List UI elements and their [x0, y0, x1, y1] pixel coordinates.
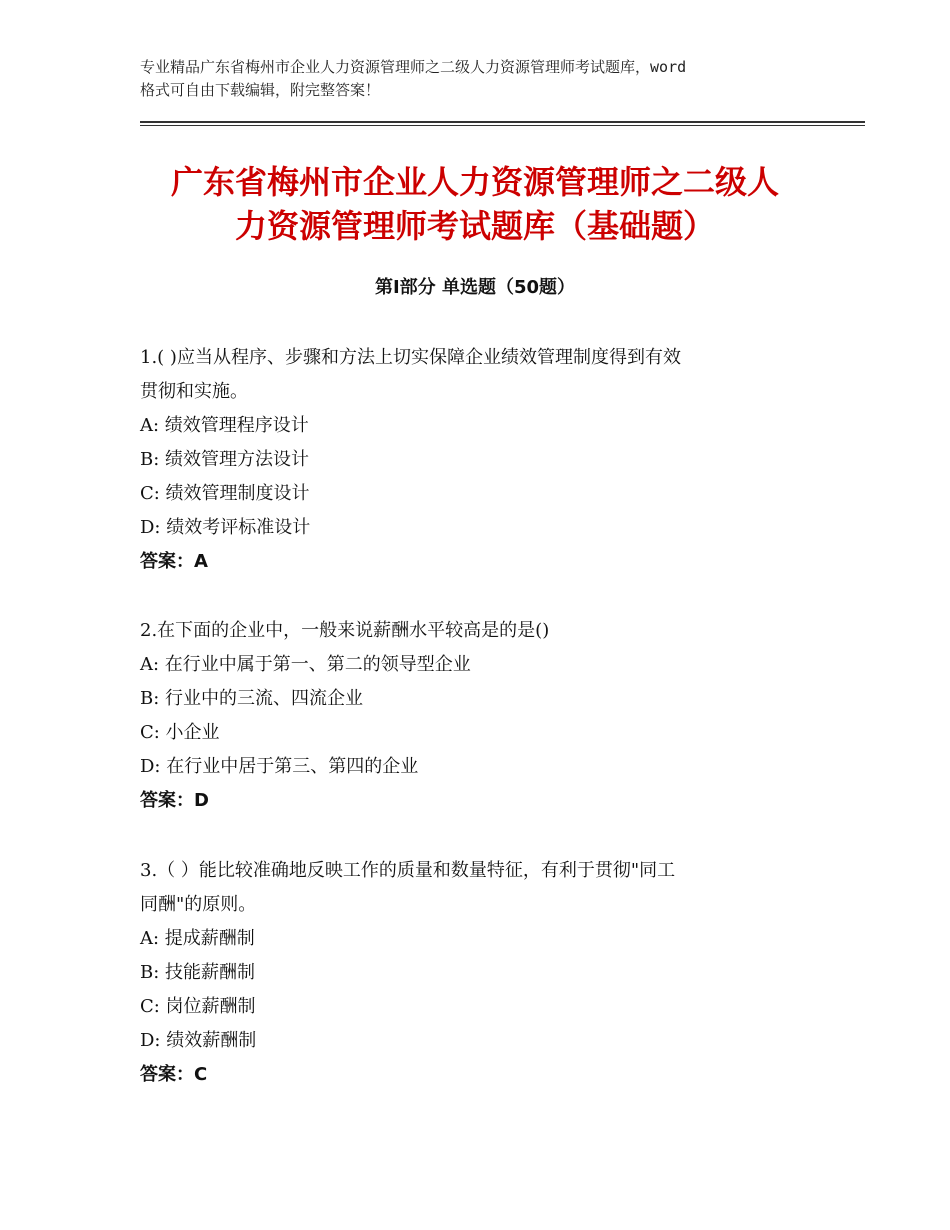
question-text: [140, 341, 820, 409]
header-divider-thick: [140, 121, 865, 123]
section-heading: 第Ⅰ部分 单选题（50题）: [374, 277, 575, 298]
question-2: [140, 614, 820, 818]
option-a: A: 提成薪酬制: [140, 928, 255, 949]
document-title-line-1: 广东省梅州市企业人力资源管理师之二级人: [170, 163, 779, 201]
question-text-line-1: 3.（ ）能比较准确地反映工作的质量和数量特征，有利于贯彻"同工: [140, 860, 676, 881]
option-b: B: 技能薪酬制: [140, 962, 256, 983]
header-note-line-2: 格式可自由下载编辑，附完整答案！: [140, 81, 381, 99]
answer: 答案：A: [140, 551, 208, 572]
option-d: D: 在行业中居于第三、第四的企业: [140, 756, 419, 777]
document-title-line-2: 力资源管理师考试题库（基础题）: [234, 207, 715, 245]
option-a: A: 在行业中属于第一、第二的领导型企业: [140, 654, 471, 675]
question-text-line-1: 2.在下面的企业中，一般来说薪酬水平较高是的是(): [140, 620, 550, 641]
question-text-line-2: 贯彻和实施。: [140, 381, 248, 402]
header-divider-thin: [140, 125, 865, 126]
header-note: [140, 56, 840, 102]
answer: 答案：D: [140, 790, 209, 811]
option-d: D: 绩效考评标准设计: [140, 517, 311, 538]
option-c: C: 岗位薪酬制: [140, 996, 256, 1017]
question-text-line-2: 同酬"的原则。: [140, 894, 257, 915]
option-a: A: 绩效管理程序设计: [140, 415, 309, 436]
header-note-line-1: 专业精品广东省梅州市企业人力资源管理师之二级人力资源管理师考试题库，word: [140, 58, 687, 76]
question-text-line-1: 1.( )应当从程序、步骤和方法上切实保障企业绩效管理制度得到有效: [140, 347, 681, 368]
option-b: B: 行业中的三流、四流企业: [140, 688, 364, 709]
option-d: D: 绩效薪酬制: [140, 1030, 257, 1051]
document-title: [0, 160, 950, 248]
option-b: B: 绩效管理方法设计: [140, 449, 310, 470]
answer: 答案：C: [140, 1064, 208, 1085]
question-text: [140, 854, 820, 922]
option-c: C: 小企业: [140, 722, 220, 743]
question-text: [140, 614, 820, 648]
question-1: [140, 341, 820, 579]
question-3: [140, 854, 820, 1092]
option-c: C: 绩效管理制度设计: [140, 483, 310, 504]
